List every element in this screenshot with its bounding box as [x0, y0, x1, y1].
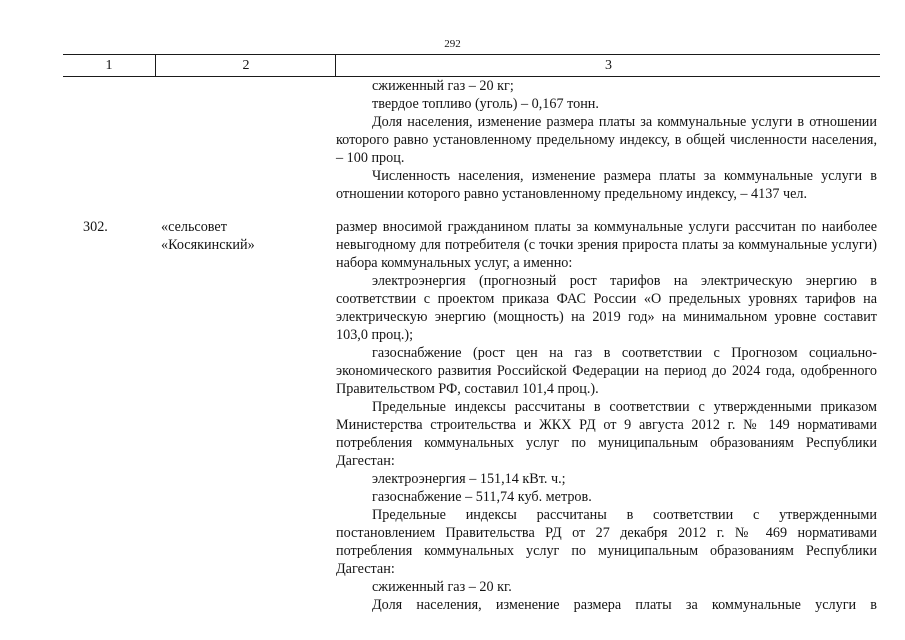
paragraph: электроэнергия (прогнозный рост тарифов на электрическую энергию в соответствии с проектом приказа ФАС России «О предельных уровнях тарифов на электрическую энергию (мощность) на 2019 год» на минимальном уровне составит 103,0 проц.);	[336, 273, 877, 343]
paragraph: Предельные индексы рассчитаны в соответствии с утвержденными приказом Министерства строительства и ЖКХ РД от 9 августа 2012 г. № 149 нормативами потребления коммунальных услуг по муниципальным образованиям Республики Дагестан:	[336, 399, 877, 469]
paragraph: Доля населения, изменение размера платы за коммунальные услуги в отношении которого равно установленному предельному индексу, в общей численности населения, – 100 проц.	[336, 114, 877, 166]
header-col-1: 1	[105, 58, 113, 73]
paragraph: Предельные индексы рассчитаны в соответствии с утвержденными постановлением Правительства РД от 27 декабря 2012 г. № 469 нормативами потребления коммунальных услуг по муниципальным образованиям Республики Дагестан:	[336, 507, 877, 577]
paragraph: газоснабжение – 511,74 куб. метров.	[372, 489, 592, 505]
paragraph: Доля населения, изменение размера платы за коммунальные услуги в	[372, 597, 877, 613]
municipality-line-1: «сельсовет	[161, 219, 227, 235]
paragraph: размер вносимой гражданином платы за коммунальные услуги рассчитан по наиболее невыгодному для потребителя (с точки зрения прироста платы за коммунальные услуги) набора коммунальных услуг, а именно:	[336, 219, 877, 271]
continued-text	[336, 77, 877, 203]
paragraph: твердое топливо (уголь) – 0,167 тонн.	[372, 96, 599, 112]
entry-number: 302.	[83, 219, 108, 235]
header-col-2: 2	[155, 55, 336, 76]
header-col-3: 3	[335, 55, 881, 76]
page-number: 292	[444, 38, 461, 50]
paragraph: Численность населения, изменение размера платы за коммунальные услуги в отношении которого равно установленному предельному индексу, – 4137 чел.	[336, 168, 877, 202]
paragraph: сжиженный газ – 20 кг.	[372, 579, 512, 595]
paragraph: газоснабжение (рост цен на газ в соответствии с Прогнозом социально-экономического развития Российской Федерации на период до 2024 года, одобренного Правительством РФ, составил 101,4 проц.).	[336, 345, 877, 397]
municipality-line-2: «Косякинский»	[161, 237, 255, 253]
entry-text	[336, 218, 877, 614]
paragraph: сжиженный газ – 20 кг;	[372, 78, 514, 94]
paragraph: электроэнергия – 151,14 кВт. ч.;	[372, 471, 566, 487]
municipality-name	[161, 218, 255, 254]
table-header	[63, 54, 880, 77]
